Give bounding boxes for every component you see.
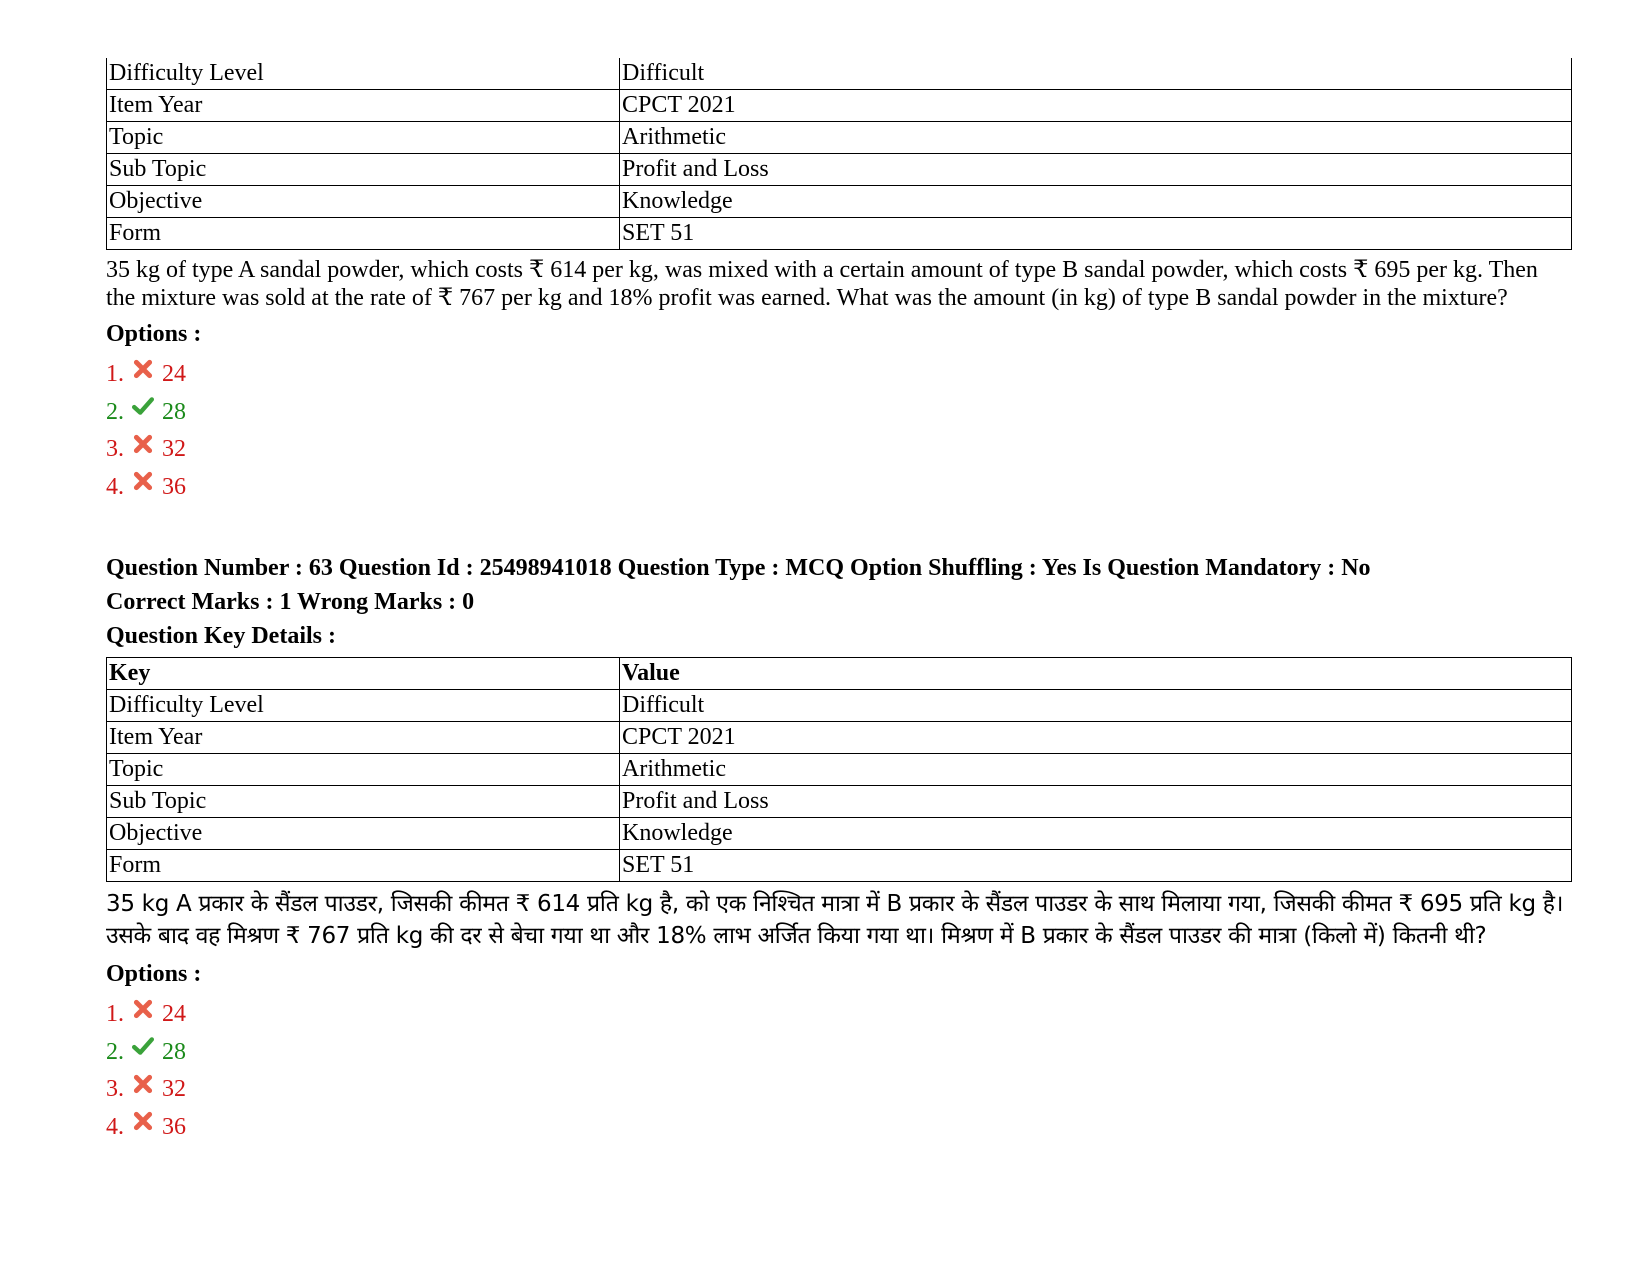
detail-value: Difficult xyxy=(620,690,1572,722)
detail-value: Arithmetic xyxy=(620,754,1572,786)
table-row xyxy=(107,122,1572,154)
option-number: 1. xyxy=(106,1001,124,1028)
check-icon xyxy=(132,395,154,417)
table-header-row xyxy=(107,658,1572,690)
q2-meta-line: Question Number : 63 Question Id : 25498941018 Question Type : MCQ Option Shuffling : Yes Is Question Mandatory : No xyxy=(106,555,1371,581)
cross-icon xyxy=(132,998,154,1020)
cross-icon xyxy=(132,470,154,492)
table-row xyxy=(107,154,1572,186)
detail-key: Objective xyxy=(107,186,620,218)
table-row xyxy=(107,818,1572,850)
option-number: 1. xyxy=(106,361,124,388)
cross-icon xyxy=(132,1110,154,1132)
table-row xyxy=(107,90,1572,122)
detail-value: SET 51 xyxy=(620,218,1572,250)
detail-key: Objective xyxy=(107,818,620,850)
detail-value: Knowledge xyxy=(620,186,1572,218)
table-row xyxy=(107,690,1572,722)
detail-key: Difficulty Level xyxy=(107,690,620,722)
option-number: 3. xyxy=(106,1076,124,1103)
option-item xyxy=(106,996,1572,1034)
table-row xyxy=(107,58,1572,90)
answer-key-page xyxy=(106,58,1572,1146)
option-value: 28 xyxy=(162,1038,186,1065)
header-key: Key xyxy=(107,658,620,690)
option-value: 28 xyxy=(162,398,186,425)
table-row xyxy=(107,786,1572,818)
option-number: 2. xyxy=(106,398,124,425)
option-item xyxy=(106,431,1572,469)
option-number: 4. xyxy=(106,1113,124,1140)
detail-key: Topic xyxy=(107,122,620,154)
table-row xyxy=(107,186,1572,218)
q1-options-list xyxy=(106,356,1572,506)
detail-value: CPCT 2021 xyxy=(620,90,1572,122)
detail-key: Form xyxy=(107,218,620,250)
detail-value: SET 51 xyxy=(620,850,1572,882)
q2-options-list xyxy=(106,996,1572,1146)
option-value: 32 xyxy=(162,1076,186,1103)
option-number: 2. xyxy=(106,1038,124,1065)
option-item xyxy=(106,469,1572,507)
detail-value: Knowledge xyxy=(620,818,1572,850)
table-row xyxy=(107,850,1572,882)
detail-key: Item Year xyxy=(107,722,620,754)
table-row xyxy=(107,754,1572,786)
cross-icon xyxy=(132,1073,154,1095)
detail-key: Difficulty Level xyxy=(107,58,620,90)
option-value: 36 xyxy=(162,473,186,500)
detail-key: Sub Topic xyxy=(107,786,620,818)
cross-icon xyxy=(132,358,154,380)
option-number: 3. xyxy=(106,436,124,463)
q2-options-label: Options : xyxy=(106,961,202,987)
option-item xyxy=(106,1034,1572,1072)
q2-key-details-label: Question Key Details : xyxy=(106,623,336,649)
q2-key-details-table xyxy=(106,657,1572,882)
header-value: Value xyxy=(620,658,1572,690)
option-item xyxy=(106,356,1572,394)
detail-value: Arithmetic xyxy=(620,122,1572,154)
cross-icon xyxy=(132,433,154,455)
q2-marks-line: Correct Marks : 1 Wrong Marks : 0 xyxy=(106,589,475,615)
option-value: 24 xyxy=(162,1001,186,1028)
table-row xyxy=(107,722,1572,754)
q1-key-details-table xyxy=(106,58,1572,250)
detail-value: CPCT 2021 xyxy=(620,722,1572,754)
detail-value: Difficult xyxy=(620,58,1572,90)
detail-value: Profit and Loss xyxy=(620,786,1572,818)
option-number: 4. xyxy=(106,473,124,500)
detail-key: Topic xyxy=(107,754,620,786)
q1-question-text: 35 kg of type A sandal powder, which costs ₹ 614 per kg, was mixed with a certain amount of type B sandal powder, which costs ₹ 695 per kg. Then the mixture was sold at the rate of ₹ 767 per kg and 18% profit was earned. What was the amount (in kg) of type B sandal powder in the mixture? xyxy=(106,257,1538,311)
option-value: 32 xyxy=(162,436,186,463)
option-item xyxy=(106,394,1572,432)
detail-key: Form xyxy=(107,850,620,882)
q1-options-label: Options : xyxy=(106,321,202,347)
check-icon xyxy=(132,1035,154,1057)
option-value: 24 xyxy=(162,361,186,388)
detail-key: Sub Topic xyxy=(107,154,620,186)
detail-key: Item Year xyxy=(107,90,620,122)
option-item xyxy=(106,1109,1572,1147)
detail-value: Profit and Loss xyxy=(620,154,1572,186)
q2-question-text: 35 kg A प्रकार के सैंडल पाउडर, जिसकी कीमत ₹ 614 प्रति kg है, को एक निश्चित मात्रा में B प्रकार के सैंडल पाउडर के साथ मिलाया गया, जिसकी कीमत ₹ 695 प्रति kg है। उसके बाद वह मिश्रण ₹ 767 प्रति kg की दर से बेचा गया था और 18% लाभ अर्जित किया गया था। मिश्रण में B प्रकार के सैंडल पाउडर की मात्रा (किलो में) कितनी थी? xyxy=(106,891,1564,949)
table-row xyxy=(107,218,1572,250)
option-value: 36 xyxy=(162,1113,186,1140)
option-item xyxy=(106,1071,1572,1109)
